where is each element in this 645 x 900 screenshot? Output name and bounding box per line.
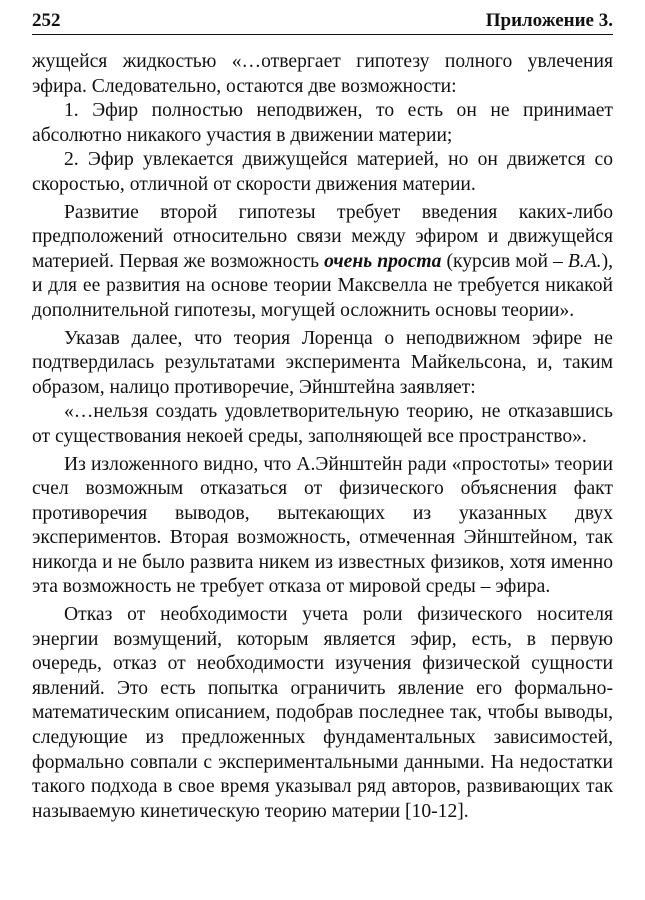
text-run: (курсив мой – (441, 250, 568, 272)
paragraph-rejection: Отказ от необходимости учета роли физического носителя энергии возмущений, которым является эфир, есть, в первую очередь, отказ от необходимости изучения физической сущности явлений. Это есть попытка ограничить явление его формально-математическим описанием, подобрав последнее так, чтобы выводы, следующие из предложенных фундаментальных зависимостей, формально совпали с экспериментальными данными. На недостатки такого подхода в свое время указывал ряд авторов, развивающих так называемую кинетическую теорию материи [10-12]. (32, 604, 613, 822)
paragraph-conclusion: Из изложенного видно, что А.Эйнштейн ради «простоты» теории счел возможным отказаться от физического объяснения факт противоречия выводов, вытекающих из указанных двух экспериментов. Вторая возможность, отмеченная Эйнштейном, так никогда и не было развита никем из известных физиков, хотя именно эта возможность не требует отказа от мировой среды – эфира. (32, 453, 613, 598)
page-header (32, 10, 613, 35)
paragraph-einstein-quote: «…нельзя создать удовлетворительную теорию, не отказавшись от существования некоей среды, заполняющей все пространство». (32, 401, 613, 447)
paragraph-second-hypothesis (32, 201, 613, 324)
emphasis-text: очень проста (324, 250, 442, 272)
author-initials: В.А. (567, 250, 602, 272)
page-number: 252 (32, 10, 61, 31)
text-run: ), и для ее развития на основе теории Максвелла не требуется никакой дополнительной гипотезы, могущей осложнить основы теории». (32, 250, 613, 321)
paragraph-quote-continuation: жущейся жидкостью «…отвергает гипотезу полного увлечения эфира. Следовательно, остаются две возможности: (32, 51, 613, 97)
list-item-1: 1. Эфир полностью неподвижен, то есть он не принимает абсолютно никакого участия в движении материи; (32, 100, 613, 146)
list-item-2: 2. Эфир увлекается движущейся материей, но он движется со скоростью, отличной от скорости движения материи. (32, 149, 613, 195)
text-run: Развитие второй гипотезы требует введения каких-либо предположений относительно связи между эфиром и движущейся материей. Первая же возможность (32, 201, 613, 272)
running-title: Приложение 3. (485, 10, 613, 31)
body-text (32, 50, 613, 824)
paragraph-lorentz: Указав далее, что теория Лоренца о неподвижном эфире не подтвердилась результатами эксперимента Майкельсона, и, таким образом, налицо противоречие, Эйнштейна заявляет: (32, 327, 613, 398)
